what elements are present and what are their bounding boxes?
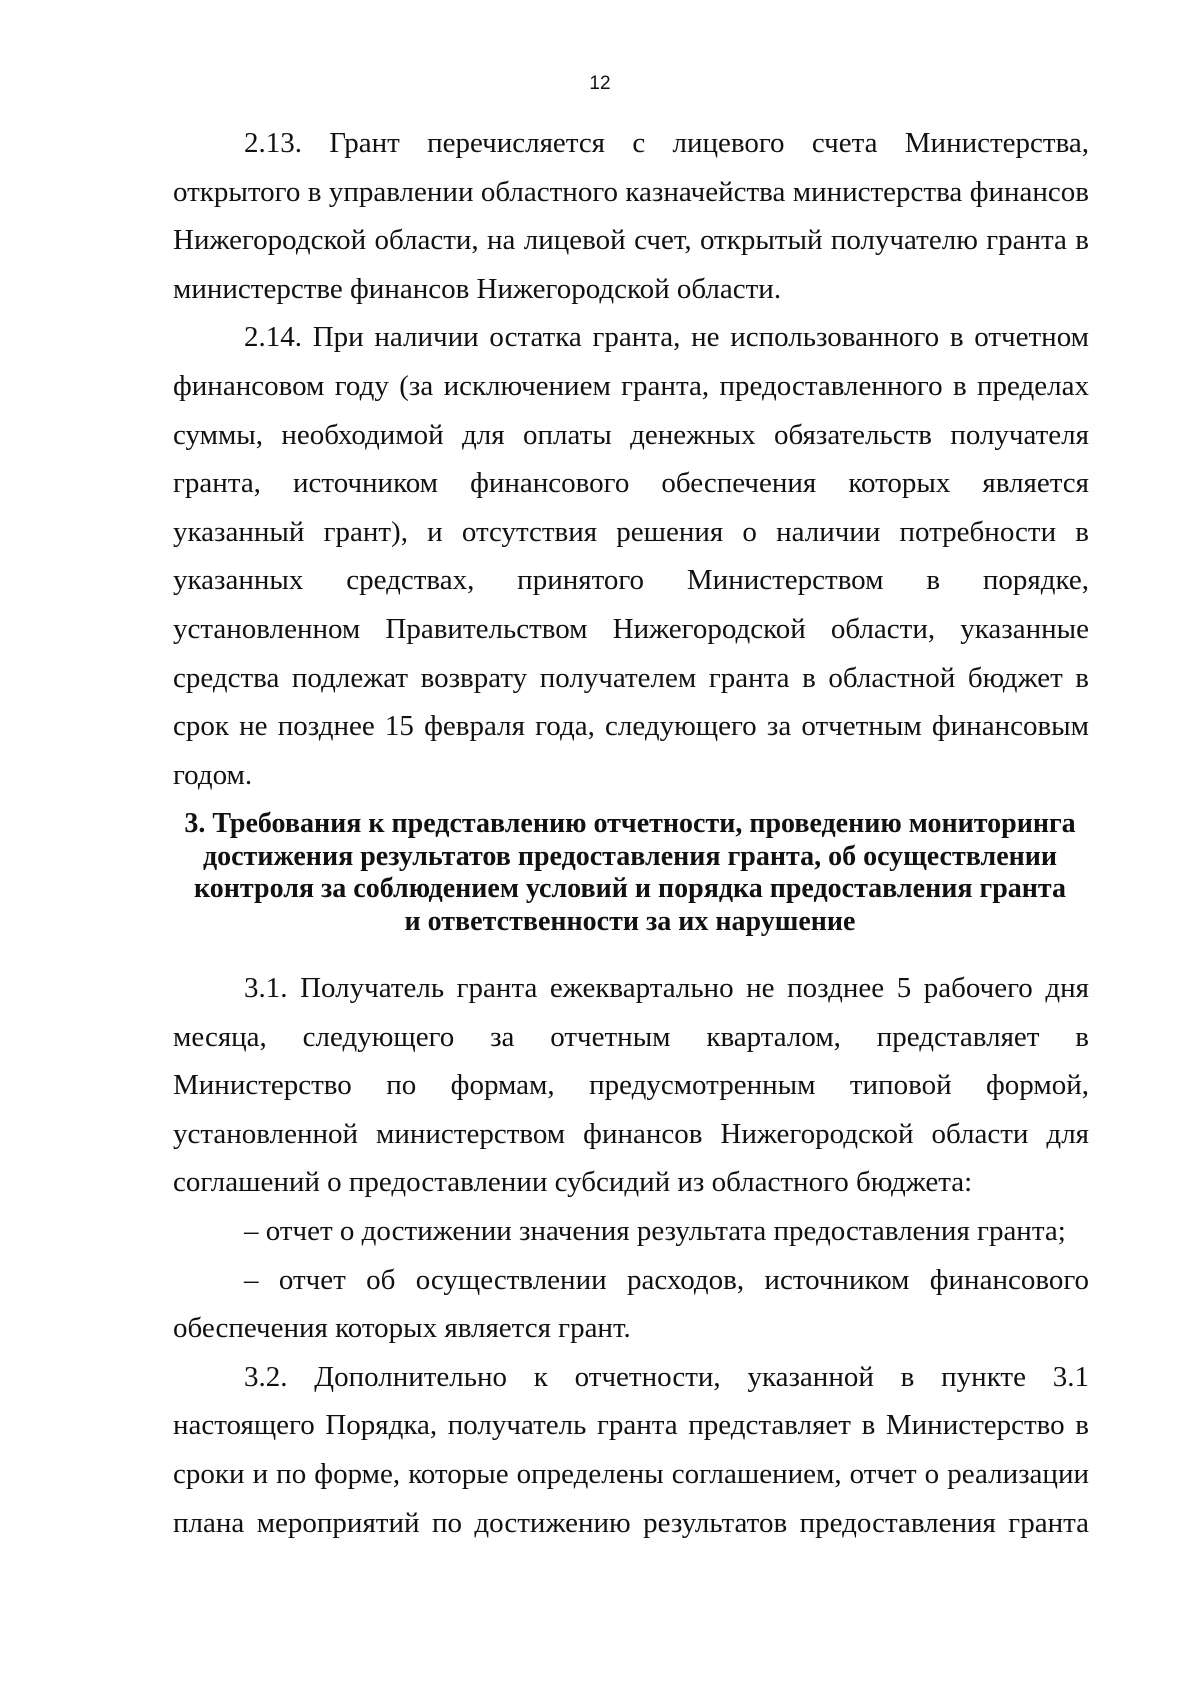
list-item-report-result: – отчет о достижении значения результата предоставления гранта; [244,1214,1066,1247]
list-item-report-expenses: – отчет об осуществлении расходов, источником финансового обеспечения которых является грант. [173,1263,1089,1345]
heading-line: контроля за соблюдением условий и порядка предоставления гранта [194,873,1066,904]
paragraph-2-13: 2.13. Грант перечисляется с лицевого счета Министерства, открытого в управлении областного казначейства министерства финансов Нижегородской области, на лицевой счет, открытый получателю гранта в министерстве финансов Нижегородской области. [173,127,1089,305]
heading-line: достижения результатов предоставления гранта, об осуществлении [202,840,1058,872]
page-number: 12 [589,73,611,94]
heading-line: 3. Требования к представлению отчетности, проведению мониторинга [184,808,1076,839]
paragraphs-before-section [173,119,1089,799]
paragraph-3-2: 3.2. Дополнительно к отчетности, указанной в пункте 3.1 настоящего Порядка, получатель гранта представляет в Министерство в сроки и по форме, которые определены соглашением, отчет о реализации плана мероприятий по достижению результатов предоставления гранта [173,1360,1089,1539]
paragraphs-after-section [173,964,1089,1547]
section-3-heading [150,808,1110,938]
heading-line: и ответственности за их нарушение [404,905,856,937]
paragraph-3-1: 3.1. Получатель гранта ежеквартально не позднее 5 рабочего дня месяца, следующего за отчетным кварталом, представляет в Министерство по формам, предусмотренным типовой формой, установленной министерством финансов Нижегородской области для соглашений о предоставлении субсидий из областного бюджета: [173,972,1089,1199]
paragraph-2-14: 2.14. При наличии остатка гранта, не использованного в отчетном финансовом году (за исключением гранта, предоставленного в пределах суммы, необходимой для оплаты денежных обязательств получателя гранта, источником финансового обеспечения которых является указанный грант), и отсутствия решения о наличии потребности в указанных средствах, принятого Министерством в порядке, установленном Правительством Нижегородской области, указанные средства подлежат возврату получателем гранта в областной бюджет в срок не позднее 15 февраля года, следующего за отчетным финансовым годом. [173,321,1089,791]
